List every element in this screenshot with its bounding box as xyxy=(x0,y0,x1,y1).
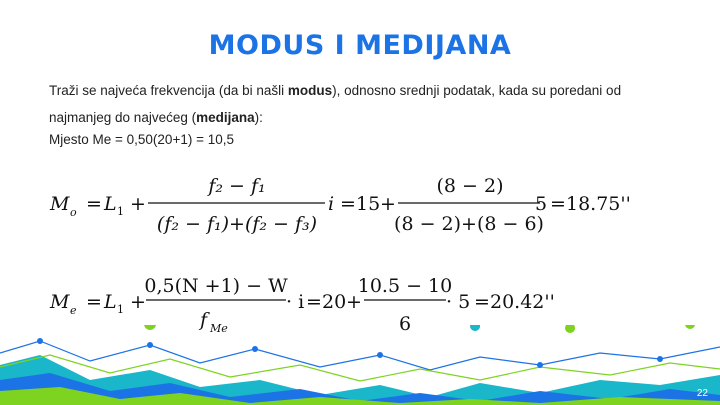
footer-dots xyxy=(37,338,663,368)
mode-numerator-2: (8 − 2) xyxy=(436,175,504,197)
median-numerator-2: 10.5 − 10 xyxy=(357,275,453,297)
median-result: 20.42'' xyxy=(490,291,555,313)
mode-eq2: = xyxy=(340,193,356,215)
mode-times5: 5 xyxy=(535,193,548,215)
para-text-2: ), odnosno srednji podatak, kada su poredani od xyxy=(332,83,622,98)
location-pin-icon xyxy=(144,325,695,333)
para-text-1: Traži se najveća frekvencija (da bi našli xyxy=(49,83,288,98)
median-eq2: = xyxy=(306,291,322,313)
median-dot5: · 5 xyxy=(446,291,471,313)
median-l: L xyxy=(104,291,117,313)
mode-val1: 15 xyxy=(356,193,381,215)
median-numerator: 0,5(N +1) − W xyxy=(144,275,288,297)
median-dot-i: · i xyxy=(286,291,305,313)
mode-denominator-2: (8 − 2)+(8 − 6) xyxy=(394,213,544,235)
mode-lhs-sub: o xyxy=(70,206,77,219)
title-part-1: MODUS I xyxy=(208,30,356,61)
mode-eq3: = xyxy=(550,193,566,215)
mode-l: L xyxy=(104,193,117,215)
mode-eq: = xyxy=(86,193,102,215)
median-denominator-sub: Me xyxy=(210,322,228,335)
title-part-2: MEDIJANA xyxy=(355,30,512,61)
mode-lhs-m: M xyxy=(50,193,70,215)
mode-numerator: f₂ − f₁ xyxy=(208,175,266,197)
mode-result: 18.75'' xyxy=(566,193,631,215)
mode-denominator: (f₂ − f₁)+(f₂ − f₃) xyxy=(156,213,318,235)
decorative-footer xyxy=(0,325,720,405)
mode-plus2: + xyxy=(380,193,396,215)
para-bold-medijana: medijana xyxy=(196,109,255,125)
median-denominator-2: 6 xyxy=(398,313,412,335)
mode-plus: + xyxy=(130,193,146,215)
median-denominator: f xyxy=(200,309,208,331)
median-lhs-sub: e xyxy=(70,304,77,317)
median-position-line: Mjesto Me = 0,50(20+1) = 10,5 xyxy=(49,132,234,147)
mode-formula xyxy=(49,175,631,235)
median-eq3: = xyxy=(474,291,490,313)
median-eq: = xyxy=(86,291,102,313)
median-l-sub: 1 xyxy=(117,303,124,316)
para-bold-modus: modus xyxy=(287,83,333,98)
para-text-4: ): xyxy=(254,109,263,125)
mode-i: i xyxy=(328,193,335,215)
median-plus: + xyxy=(130,291,146,313)
median-lhs-m: M xyxy=(50,291,70,313)
page-number: 22 xyxy=(696,388,708,399)
para-text-3: najmanjeg do najvećeg ( xyxy=(49,109,197,125)
footer-line-1 xyxy=(0,341,720,370)
median-val1: 20 xyxy=(322,291,347,313)
mode-l-sub: 1 xyxy=(117,205,124,218)
median-plus2: + xyxy=(346,291,362,313)
